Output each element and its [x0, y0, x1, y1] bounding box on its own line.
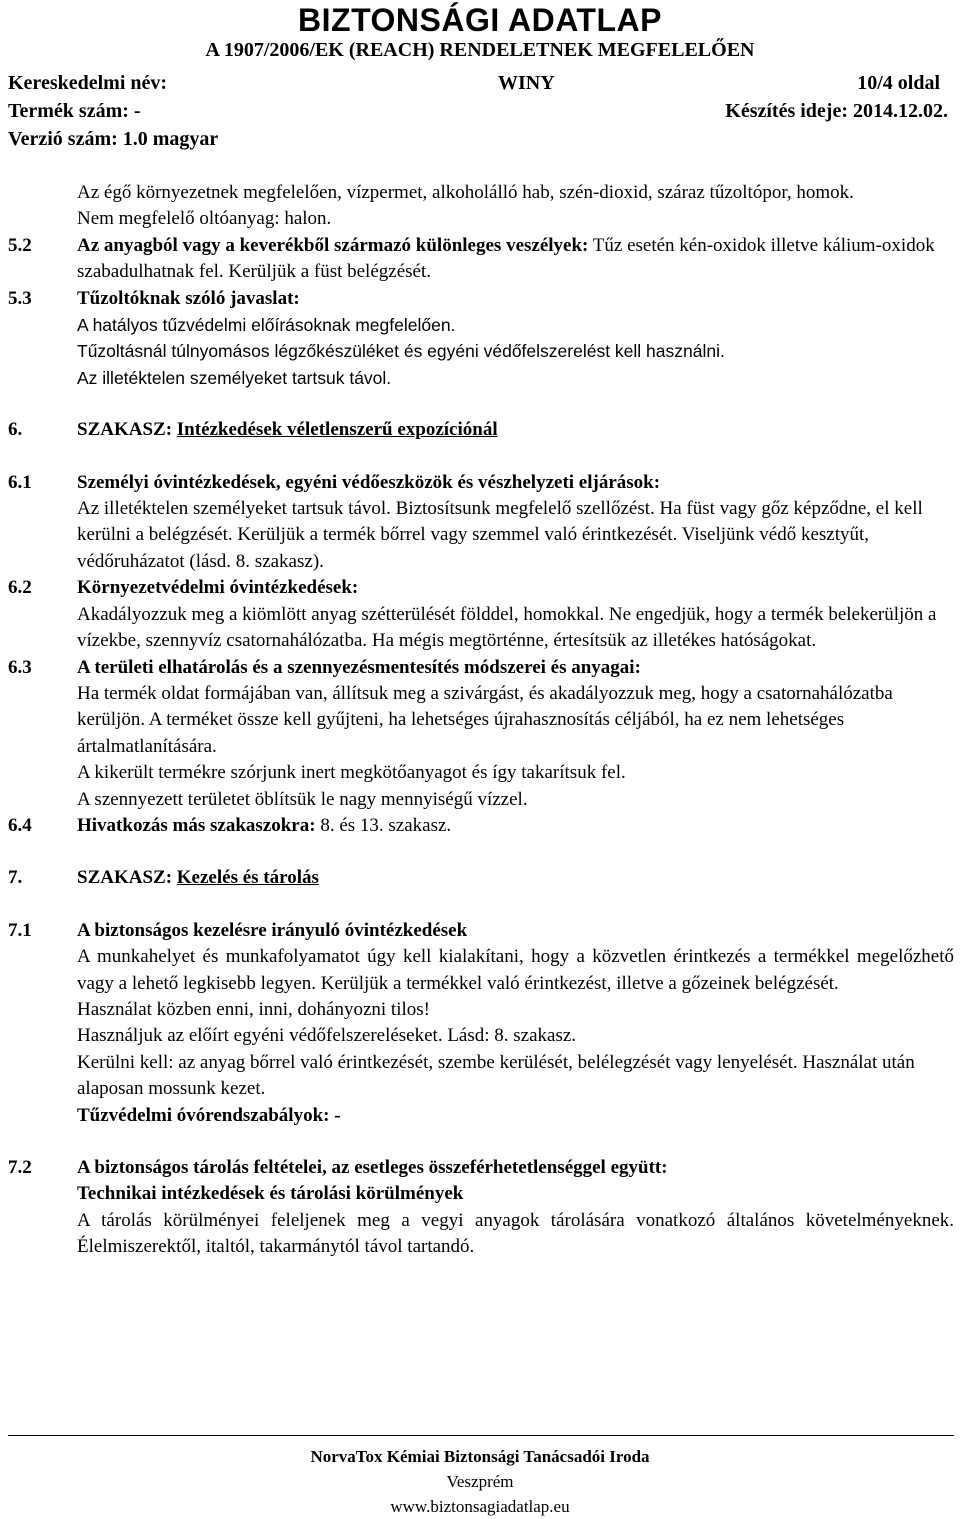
- section-heading: Környezetvédelmi óvintézkedések:: [77, 577, 359, 599]
- section-6-1: [8, 470, 954, 576]
- section-subheading: Technikai intézkedések és tárolási körülmények: [77, 1183, 464, 1205]
- section-text: 8. és 13. szakasz.: [315, 814, 452, 836]
- section-line: Az illetéktelen személyeket tartsuk távol.: [77, 367, 392, 388]
- unsuitable-media: Nem megfelelő oltóanyag: halon.: [77, 208, 332, 230]
- section-heading: Hivatkozás más szakaszokra:: [77, 814, 316, 836]
- page-number: 10/4 oldal: [857, 72, 940, 94]
- section-5-intro: [8, 180, 954, 233]
- footer: [0, 1444, 960, 1519]
- section-5-3: [8, 286, 954, 392]
- product-name: WINY: [498, 72, 555, 94]
- section-text: Akadályozzuk meg a kiömlött anyag szétterülését földdel, homokkal. Ne engedjük, hogy a termék belekerüljön a vízekbe, szennyvíz csatornahálózatba. Ha mégis megtörténne, értesítsük az illetékes hatóságokat.: [77, 603, 937, 652]
- section-text: Tűz esetén kén-oxidok illetve kálium-oxidok szabadulhatnak fel. Kerüljük a füst belégzését.: [77, 234, 935, 283]
- section-text: A tárolás körülményei feleljenek meg a vegyi anyagok tárolására vonatkozó általános követelményeknek. Élelmiszerektől, italtól, takarmánytól távol tartandó.: [77, 1209, 954, 1258]
- section-line: A kikerült termékre szórjunk inert megkötőanyagot és így takarítsuk fel.: [77, 762, 626, 784]
- footer-organization: NorvaTox Kémiai Biztonsági Tanácsadói Iroda: [310, 1447, 650, 1466]
- section-number: 6.2: [8, 577, 32, 599]
- section-heading: A biztonságos kezelésre irányuló óvintézkedések: [77, 919, 468, 941]
- section-number: 6.1: [8, 471, 32, 493]
- footer-city: Veszprém: [446, 1472, 514, 1491]
- extinguishing-media: Az égő környezetnek megfelelően, vízpermet, alkoholálló hab, szén-dioxid, száraz tűzoltópor, homok.: [77, 182, 854, 203]
- section-text: A munkahelyet és munkafolyamatot úgy kell kialakítani, hogy a közvetlen érintkezés a termékkel megelőzhető vagy a lehető legkisebb legyen. Kerüljük a termékkel való érintkezést, illetve a gőzeinek belégzését.: [77, 946, 954, 994]
- section-text: Ha termék oldat formájában van, állítsuk meg a szivárgást, és akadályozzuk meg, hogy a csatornahálózatba kerüljön. A terméket össze kell gyűjteni, ha lehetséges újrahasznosítás céljából, ha ez nem lehetséges ártalmatlanítására.: [77, 682, 893, 757]
- section-title: Intézkedések véletlenszerű expozíciónál: [176, 419, 498, 441]
- fire-protection-rules: Tűzvédelmi óvórendszabályok: -: [77, 1104, 341, 1126]
- section-prefix: SZAKASZ:: [77, 419, 177, 441]
- section-7-2: [8, 1155, 954, 1261]
- section-line: A szennyezett területet öblítsük le nagy mennyiségű vízzel.: [77, 788, 528, 810]
- section-number: 6.3: [8, 656, 32, 678]
- creation-date: Készítés ideje: 2014.12.02.: [725, 100, 948, 122]
- section-number: 7.1: [8, 919, 32, 941]
- section-6-4: [8, 813, 954, 839]
- section-6-3: [8, 655, 954, 813]
- section-5-2: [8, 233, 954, 286]
- section-6-2: [8, 575, 954, 654]
- section-heading: Tűzoltóknak szóló javaslat:: [77, 287, 300, 309]
- version-number: Verzió szám: 1.0 magyar: [8, 128, 219, 150]
- product-number: Termék szám: -: [8, 100, 141, 122]
- document-subtitle: A 1907/2006/EK (REACH) RENDELETNEK MEGFELELŐEN: [205, 39, 755, 61]
- section-heading: Az anyagból vagy a keverékből származó különleges veszélyek:: [77, 234, 589, 256]
- section-6-title: [8, 417, 954, 443]
- section-7-title: [8, 865, 954, 891]
- header-row-3: [8, 126, 940, 152]
- section-line: Használat közben enni, inni, dohányozni tilos!: [77, 998, 430, 1020]
- footer-divider: [8, 1435, 954, 1436]
- section-7-1: [8, 918, 954, 1129]
- section-heading: A biztonságos tárolás feltételei, az esetleges összeférhetetlenséggel együtt:: [77, 1157, 668, 1178]
- section-text: Az illetéktelen személyeket tartsuk távol. Biztosítsunk megfelelő szellőzést. Ha füst vagy gőz képződne, el kell kerülni a belégzését. Kerüljük a termék bőrrel vagy szemmel való érintkezését. Viseljünk védő kesztyűt, védőruházatot (lásd. 8. szakasz).: [77, 498, 923, 572]
- section-line: A hatályos tűzvédelmi előírásoknak megfelelően.: [77, 315, 456, 336]
- document-body: [8, 180, 954, 1261]
- section-heading: A területi elhatárolás és a szennyezésmentesítés módszerei és anyagai:: [77, 656, 641, 678]
- section-text: Kerülni kell: az anyag bőrrel való érintkezését, szembe kerülését, belélegzését vagy lenyelését. Használat után alaposan mossunk kezet.: [77, 1051, 915, 1100]
- section-number: 7.2: [8, 1157, 32, 1178]
- section-title: Kezelés és tárolás: [176, 867, 319, 889]
- section-line: Tűzoltásnál túlnyomásos légzőkészüléket és egyéni védőfelszerelést kell használni.: [77, 341, 725, 362]
- section-line: Használjuk az előírt egyéni védőfelszereléseket. Lásd: 8. szakasz.: [77, 1025, 577, 1047]
- section-number: 5.3: [8, 287, 32, 309]
- section-heading: Személyi óvintézkedések, egyéni védőeszközök és vészhelyzeti eljárások:: [77, 471, 661, 493]
- footer-url: www.biztonsagiadatlap.eu: [390, 1497, 570, 1516]
- section-prefix: SZAKASZ:: [77, 867, 177, 889]
- document-title: BIZTONSÁGI ADATLAP: [298, 2, 662, 38]
- section-number: 7.: [8, 867, 23, 889]
- section-number: 6.: [8, 419, 23, 441]
- section-number: 6.4: [8, 814, 32, 836]
- header-row-1: [8, 70, 940, 96]
- trade-name-label: Kereskedelmi név:: [8, 72, 168, 94]
- header-row-2: [8, 98, 948, 124]
- section-number: 5.2: [8, 234, 32, 256]
